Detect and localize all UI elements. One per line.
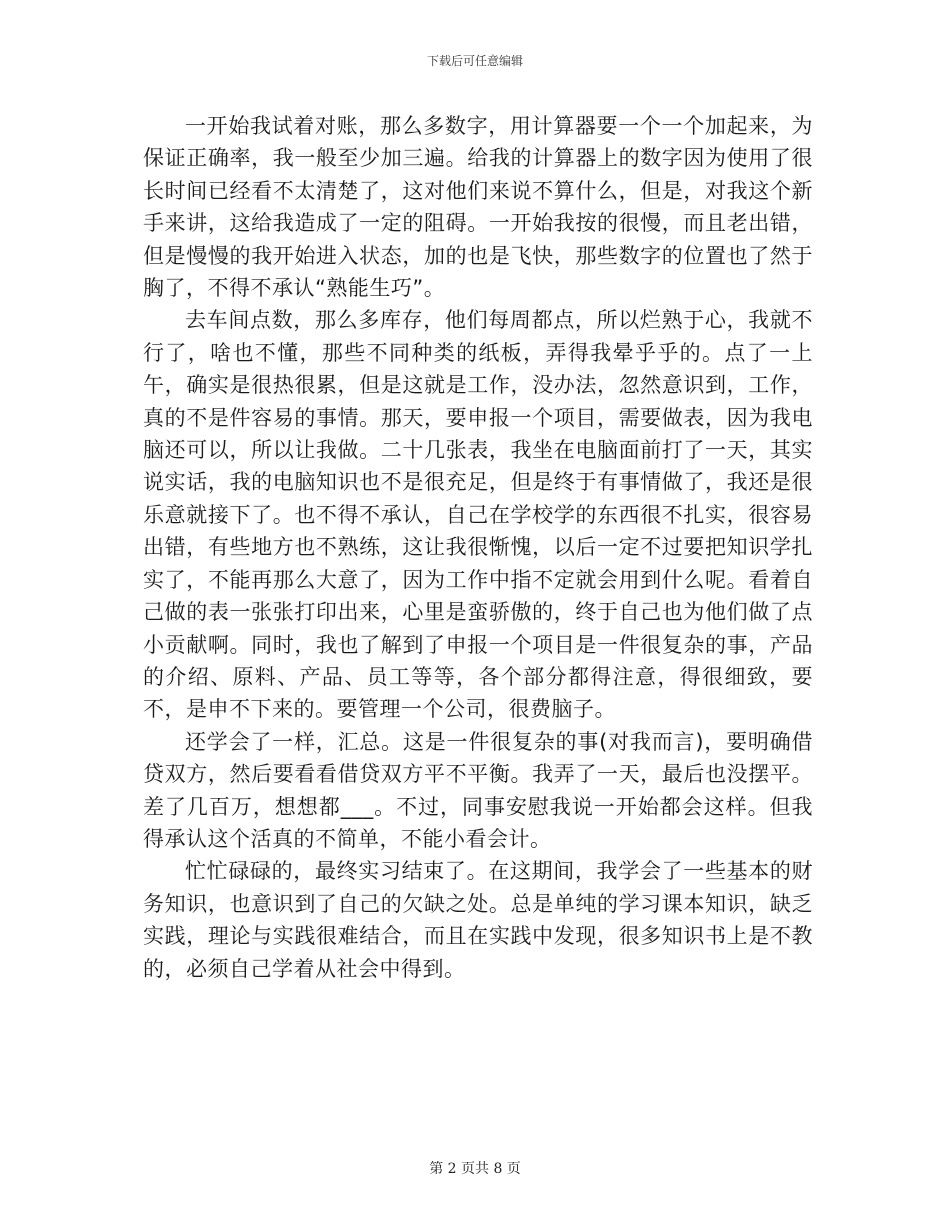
paragraph: 忙忙碌碌的，最终实习结束了。在这期间，我学会了一些基本的财务知识，也意识到了自己的欠缺之处。总是单纯的学习课本知识，缺乏实践，理论与实践很难结合，而且在实践中发现，很多知识书上是不教的，必须自己学着从社会中得到。	[143, 859, 813, 981]
page-number: 第 2 页共 8 页	[429, 1161, 521, 1177]
document-body	[143, 110, 813, 985]
page-header: 下载后可任意编辑	[426, 54, 523, 68]
paragraph: 去车间点数，那么多库存，他们每周都点，所以烂熟于心，我就不行了，啥也不懂，那些不同种类的纸板，弄得我晕乎乎的。点了一上午，确实是很热很累，但是这就是工作，没办法，忽然意识到，工作，真的不是件容易的事情。那天，要申报一个项目，需要做表，因为我电脑还可以，所以让我做。二十几张表，我坐在电脑面前打了一天，其实说实话，我的电脑知识也不是很充足，但是终于有事情做了，我还是很乐意就接下了。也不得不承认，自己在学校学的东西很不扎实，很容易出错，有些地方也不熟练，这让我很惭愧，以后一定不过要把知识学扎实了，不能再那么大意了，因为工作中指不定就会用到什么呢。看着自己做的表一张张打印出来，心里是蛮骄傲的，终于自己也为他们做了点小贡献啊。同时，我也了解到了申报一个项目是一件很复杂的事，产品的介绍、原料、产品、员工等等，各个部分都得注意，得很细致，要不，是申不下来的。要管理一个公司，很费脑子。	[143, 308, 813, 722]
paragraph: 还学会了一样，汇总。这是一件很复杂的事(对我而言)，要明确借贷双方，然后要看看借贷双方平不平衡。我弄了一天，最后也没摆平。差了几百万，想想都___。不过，同事安慰我说一开始都会这样。但我得承认这个活真的不简单，不能小看会计。	[143, 729, 813, 851]
paragraph: 一开始我试着对账，那么多数字，用计算器要一个一个加起来，为保证正确率，我一般至少加三遍。给我的计算器上的数字因为使用了很长时间已经看不太清楚了，这对他们来说不算什么，但是，对我这个新手来讲，这给我造成了一定的阻碍。一开始我按的很慢，而且老出错，但是慢慢的我开始进入状态，加的也是飞快，那些数字的位置也了然于胸了，不得不承认“熟能生巧”。	[143, 114, 813, 301]
